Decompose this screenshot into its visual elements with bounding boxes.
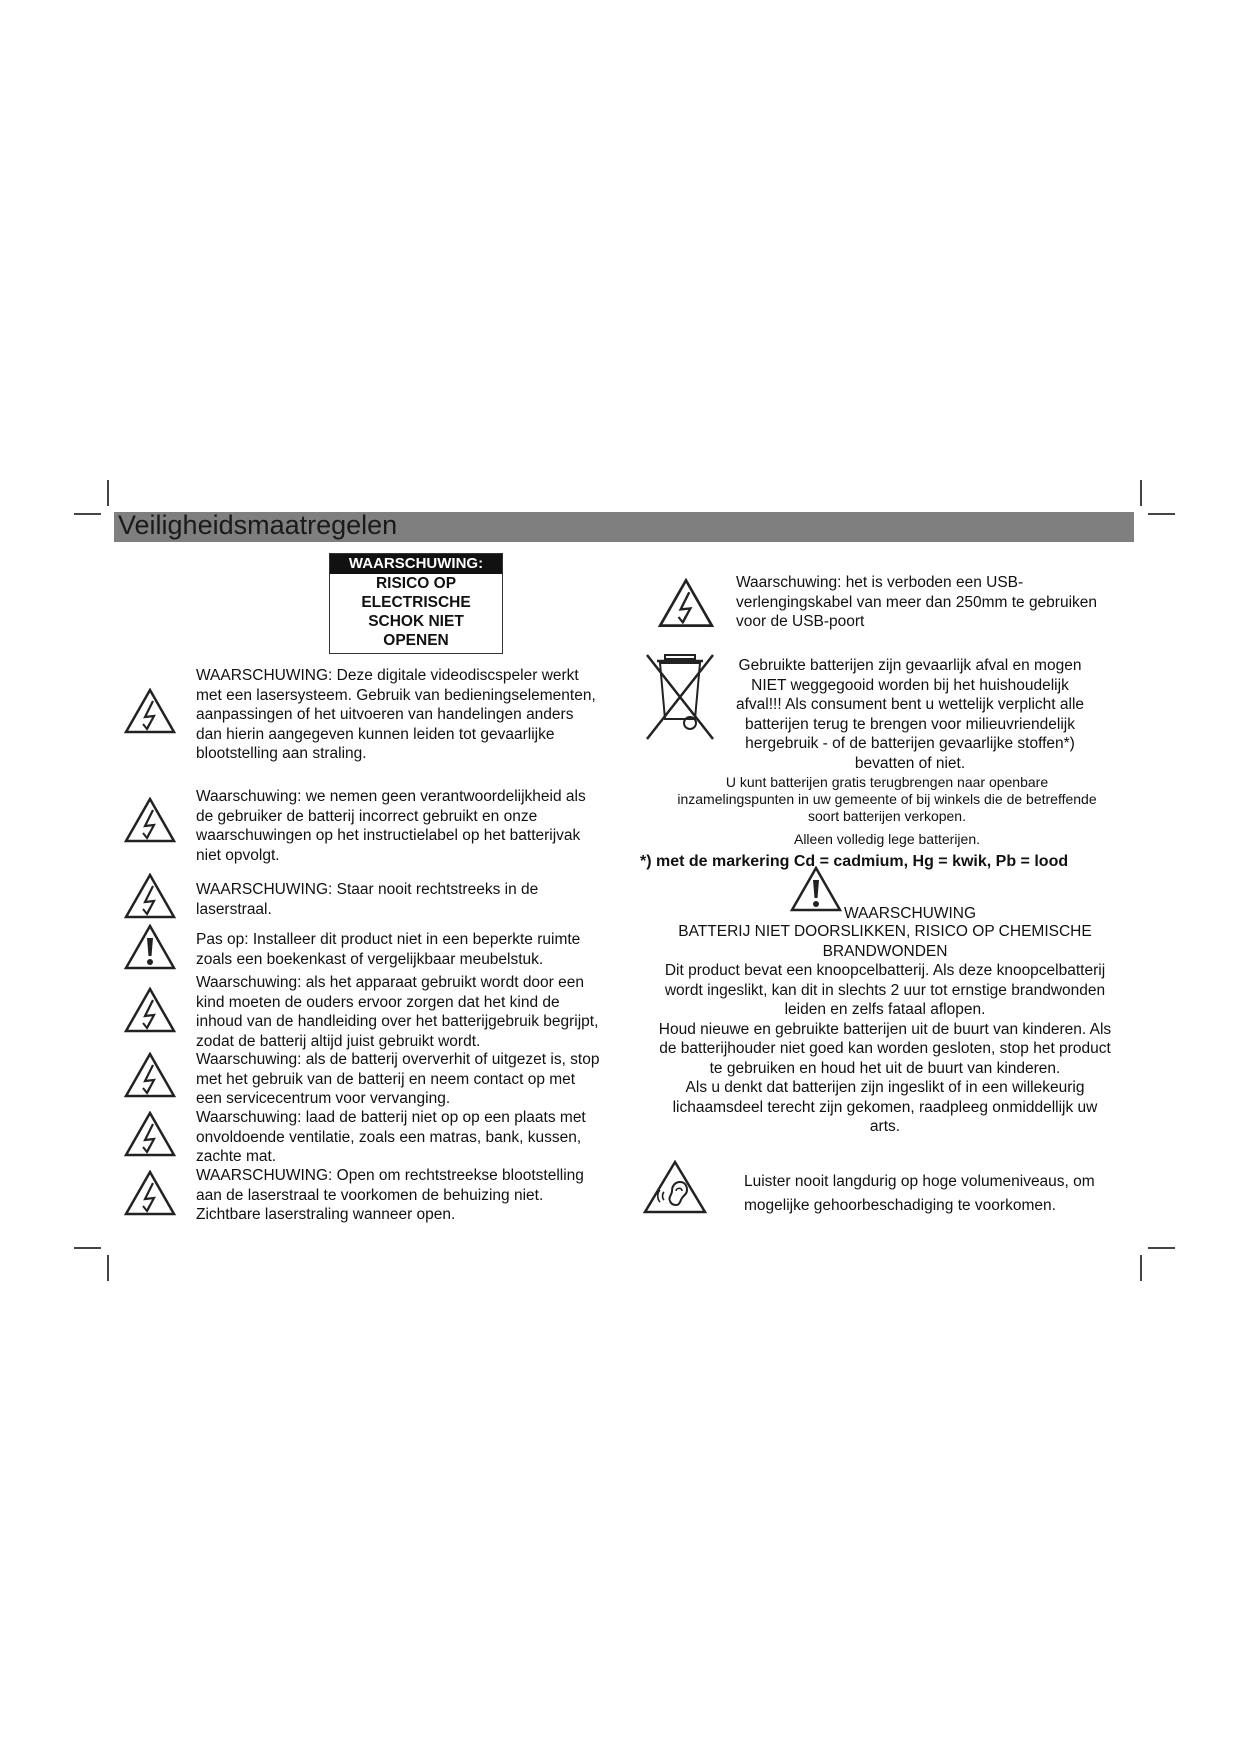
- lightning-warning-icon: [124, 1170, 176, 1216]
- empty-only-text: Alleen volledig lege batterijen.: [793, 831, 980, 847]
- chem-warning-body: Dit product bevat een knoopcelbatterij. Als deze knoopcelbatterij wordt ingeslikt, kan dit in slechts 2 uur tot ernstige brandwonden leiden en zelfs fataal aflopen. Houd nieuwe en gebruikte batterijen uit de buurt van kinderen. Als de batterijhouder niet goed kan worden gesloten, stop het product te gebruiken en houd het uit de buurt van kinderen. Als u denkt dat batterijen zijn ingeslikt of in een willekeurig lichaamsdeel terecht zijn gekomen, raadpleeg onmiddellijk uw arts.: [658, 962, 1112, 1135]
- crop-mark: [74, 513, 101, 515]
- exclamation-warning-icon: [788, 866, 844, 912]
- lightning-warning-icon: [658, 578, 714, 628]
- lightning-warning-icon: [124, 873, 176, 919]
- battery-return-text: U kunt batterijen gratis terugbrengen naar openbare inzamelingspunten in uw gemeente of bij winkels die de betreffende soort batterijen verkopen.: [677, 774, 1097, 824]
- staar-warning-text: WAARSCHUWING: Staar nooit rechtstreeks in de laserstraal.: [196, 881, 539, 918]
- hearing-warning-icon: [642, 1159, 708, 1215]
- hearing-warning-text: Luister nooit langdurig op hoge volumeniveaus, om mogelijke gehoorbeschadiging te voorkomen.: [744, 1173, 1095, 1214]
- crop-mark: [1148, 513, 1175, 515]
- crop-mark: [74, 1247, 101, 1249]
- overheat-warning-text: Waarschuwing: als de batterij oververhit of uitgezet is, stop met het gebruik van de batterij en neem contact op met een servicecentrum voor vervanging.: [196, 1051, 600, 1107]
- lightning-warning-icon: [124, 987, 176, 1033]
- warning-box-header: WAARSCHUWING:: [330, 554, 502, 574]
- crop-mark: [1140, 480, 1142, 506]
- responsibility-warning-text: Waarschuwing: we nemen geen verantwoordelijkheid als de gebruiker de batterij incorrect gebruikt en onze waarschuwingen op het instructielabel op het batterijvak niet opvolgt.: [196, 788, 586, 864]
- crop-mark: [107, 480, 109, 506]
- shock-warning-box: [329, 553, 503, 654]
- lightning-warning-icon: [124, 1052, 176, 1098]
- charge-warning-text: Waarschuwing: laad de batterij niet op op een plaats met onvoldoende ventilatie, zoals een matras, bank, kussen, zachte mat.: [196, 1109, 586, 1165]
- battery-disposal-text: Gebruikte batterijen zijn gevaarlijk afval en mogen NIET weggegooid worden bij het huishoudelijk afval!!! Als consument bent u wettelijk verplicht alle batterijen terug te brengen voor milieuvriendelijk hergebruik - of de batterijen gevaarlijke stoffen*) bevatten of niet.: [735, 657, 1085, 772]
- crop-mark: [107, 1255, 109, 1281]
- warning-box-line: ELECTRISCHE: [361, 594, 471, 611]
- crop-mark: [1148, 1247, 1175, 1249]
- open-housing-warning-text: WAARSCHUWING: Open om rechtstreekse blootstelling aan de laserstraal te voorkomen de behuizing niet. Zichtbare laserstraling wanneer open.: [196, 1167, 584, 1223]
- marking-note: *) met de markering Cd = cadmium, Hg = kwik, Pb = lood: [640, 853, 1069, 870]
- chem-warning-heading: WAARSCHUWING: [844, 905, 977, 922]
- children-warning-text: Waarschuwing: als het apparaat gebruikt wordt door een kind moeten de ouders ervoor zorgen dat het kind de inhoud van de handleiding over het batterijgebruik begrijpt, zodat de batterij altijd juist gebruikt wordt.: [196, 974, 599, 1050]
- usb-warning-text: Waarschuwing: het is verboden een USB- verlengingskabel van meer dan 250mm te gebruiken voor de USB-poort: [736, 574, 1098, 630]
- crop-mark: [1140, 1255, 1142, 1281]
- crossed-bin-icon: [645, 651, 715, 743]
- page-title: Veiligheidsmaatregelen: [118, 510, 398, 540]
- lightning-warning-icon: [124, 688, 176, 734]
- header-bar: [114, 512, 1134, 542]
- warning-box-line: OPENEN: [383, 632, 449, 649]
- exclamation-warning-icon: [124, 924, 176, 970]
- warning-box-line: RISICO OP: [375, 575, 457, 592]
- warning-box-line: SCHOK NIET: [368, 613, 464, 630]
- laser-warning-text: WAARSCHUWING: Deze digitale videodiscspeler werkt met een lasersysteem. Gebruik van bedieningselementen, aanpassingen of het uitvoeren van handelingen anders dan hierin aangegeven kunnen leiden tot gevaarlijke blootstelling aan straling.: [196, 667, 596, 762]
- lightning-warning-icon: [124, 1111, 176, 1157]
- lightning-warning-icon: [124, 797, 176, 843]
- install-caution-text: Pas op: Installeer dit product niet in een beperkte ruimte zoals een boekenkast of vergelijkbaar meubelstuk.: [196, 931, 581, 968]
- chem-warning-title: BATTERIJ NIET DOORSLIKKEN, RISICO OP CHEMISCHE BRANDWONDEN: [678, 923, 1092, 960]
